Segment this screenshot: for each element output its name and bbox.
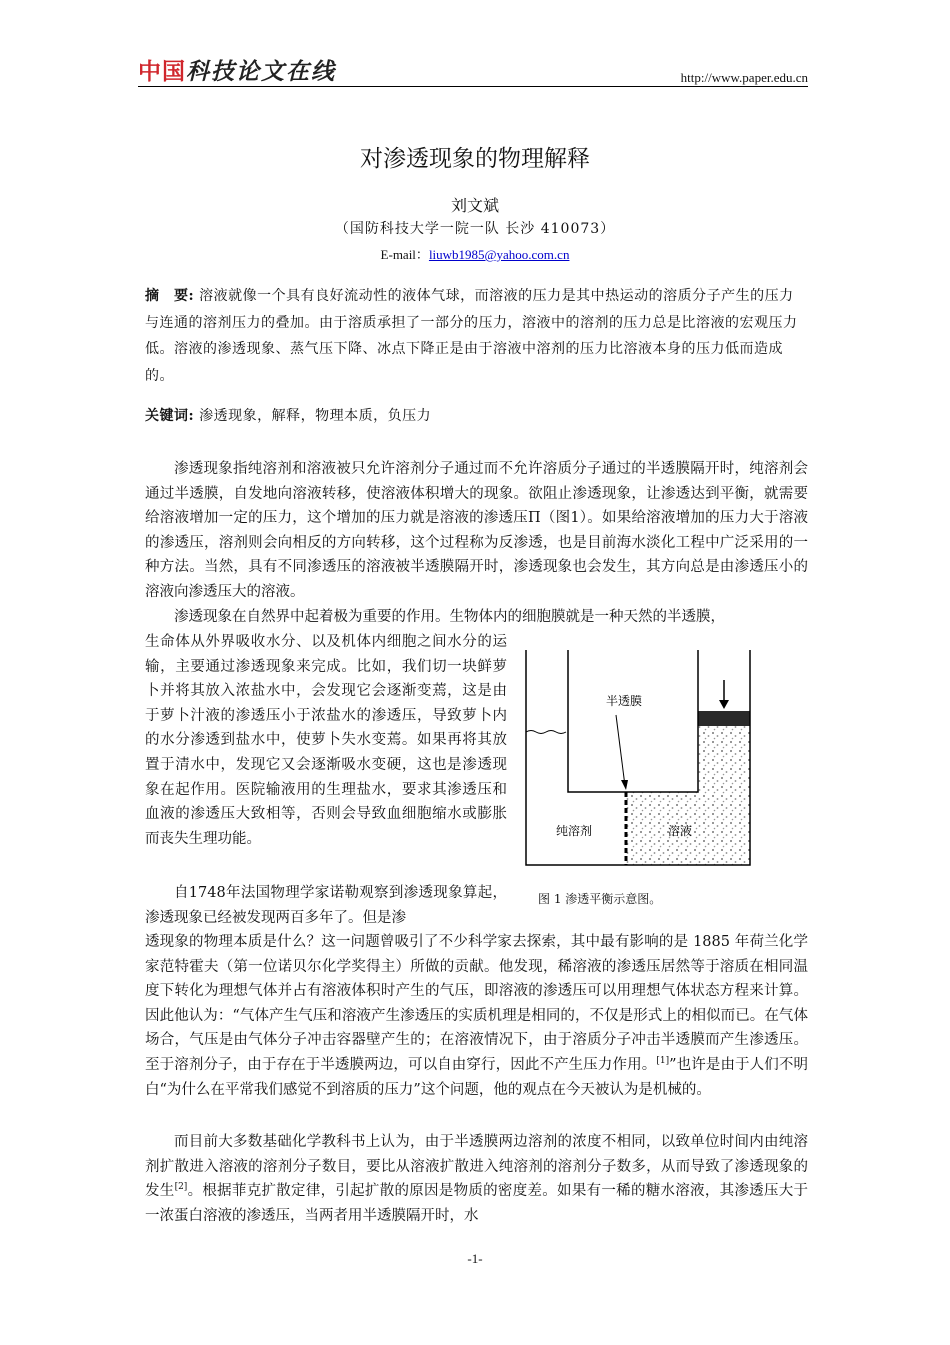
piston — [698, 711, 750, 726]
membrane-pointer-head — [621, 780, 628, 790]
body-paragraph-3-rest — [145, 930, 808, 1102]
keywords — [145, 405, 808, 427]
p3-text-a: 透现象的物理本质是什么？这一问题曾吸引了不少科学家去探索，其中最有影响的是 1885 年荷兰化学家范特霍夫（第一位诺贝尔化学奖得主）所做的贡献。他发现，稀溶液的渗透压居然等于溶质在相同温度下转化为理想气体并占有溶液体积时产生的气压，即溶液的渗透压可以用理想气体状态方程来计算。因此他认为：“气体产生气压和溶液产生渗透压的实质机理是相同的，不仅是形式上的相似而已。在气体场合，气压是由气体分子冲击容器壁产生的；在溶液情况下，由于溶质分子冲击半透膜而产生渗透压。至于溶剂分子，由于存在于半透膜两边，可以自由穿行，因此不产生压力作用。 — [145, 934, 808, 1073]
container-inner-wall — [568, 650, 698, 792]
header-divider — [138, 86, 808, 87]
keywords-label: 关键词: — [145, 408, 195, 424]
body-paragraph-3-wrapped: 自1748年法国物理学家诺勒观察到渗透现象算起，渗透现象已经被发现两百多年了。但是渗 — [145, 885, 507, 926]
author-name: 刘文斌 — [450, 196, 499, 215]
email-line — [0, 244, 950, 263]
p4-text-b: 。根据菲克扩散定律，引起扩散的原因是物质的密度差。如果有一稀的糖水溶液，其渗透压大于一浓蛋白溶液的渗透压，当两者用半透膜隔开时，水 — [145, 1183, 809, 1224]
p3-text-b: ”也许是由于人们不明白“为什么在平常我们感觉不到溶质的压力”这个问题，他的观点在今天被认为是机械的。 — [145, 1056, 808, 1098]
site-logo[interactable] — [138, 54, 336, 84]
membrane-pointer — [616, 715, 625, 786]
citation-2[interactable]: [2] — [174, 1182, 188, 1193]
solution-label: 溶液 — [668, 824, 693, 838]
email-link[interactable]: liuwb1985@yahoo.com.cn — [428, 247, 570, 262]
abstract — [145, 283, 808, 389]
author-affiliation: （国防科技大学一院一队 长沙 410073） — [334, 221, 616, 237]
pressure-arrow-head — [719, 700, 729, 709]
keywords-text: 渗透现象，解释，物理本质，负压力 — [199, 408, 432, 424]
p4-text-a: 而目前大多数基础化学教科书上认为，由于半透膜两边溶剂的浓度不相同，以致单位时间内由纯溶剂扩散进入溶液的溶剂分子数目，要比从溶液扩散进入纯溶剂的溶剂分子数多，从而导致了渗透现象的发生 — [145, 1134, 808, 1200]
site-url[interactable]: http://www.paper.edu.cn — [680, 70, 808, 85]
body-paragraph-2-first-line: 渗透现象在自然界中起着极为重要的作用。生物体内的细胞膜就是一种天然的半透膜， — [174, 609, 725, 625]
logo-text-sci: 科技论文在线 — [186, 58, 336, 85]
page-number: -1- — [467, 1251, 483, 1266]
membrane-label: 半透膜 — [606, 694, 643, 708]
body-paragraph-1: 渗透现象指纯溶剂和溶液被只允许溶剂分子通过而不允许溶质分子通过的半透膜隔开时，纯溶剂会通过半透膜，自发地向溶液转移，使溶液体积增大的现象。欲阻止渗透现象，让渗透达到平衡，就需要给溶液增加一定的压力，这个增加的压力就是溶液的渗透压Π（图1）。如果给溶液增加的压力大于溶液的渗透压，溶剂则会向相反的方向转移，这个过程称为反渗透，也是目前海水淡化工程中广泛采用的一种方法。当然，具有不同渗透压的溶液被半透膜隔开时，渗透现象也会发生，其方向总是由渗透压小的溶液向渗透压大的溶液。 — [145, 461, 808, 600]
paper-title: 对渗透现象的物理解释 — [360, 146, 590, 172]
figure-caption: 图 1 渗透平衡示意图。 — [538, 892, 662, 906]
solution-column — [698, 725, 750, 792]
citation-1[interactable]: [1] — [656, 1056, 670, 1067]
abstract-label: 摘 要: — [145, 288, 195, 304]
logo-text-china: 中国 — [138, 58, 186, 85]
body-paragraph-4 — [145, 1130, 808, 1228]
osmosis-figure — [522, 650, 762, 875]
body-paragraph-2-wrapped: 生命体从外界吸收水分、以及机体内细胞之间水分的运输，主要通过渗透现象来完成。比如，我们切一块鲜萝卜并将其放入浓盐水中，会发现它会逐渐变蔫，这是由于萝卜汁液的渗透压小于浓盐水的渗透压，导致萝卜内的水分渗透到盐水中，使萝卜失水变蔫。如果再将其放置于清水中，发现它又会逐渐吸水变硬，这也是渗透现象在起作用。医院输液用的生理盐水，要求其渗透压和血液的渗透压大致相等，否则会导致血细胞缩水或膨胀而丧失生理功能。 — [145, 634, 507, 847]
solvent-label: 纯溶剂 — [556, 824, 593, 838]
email-label: E-mail： — [380, 247, 429, 262]
abstract-text: 溶液就像一个具有良好流动性的液体气球，而溶液的压力是其中热运动的溶质分子产生的压力与连通的溶剂压力的叠加。由于溶质承担了一部分的压力，溶液中的溶剂的压力总是比溶液的宏观压力低。溶液的渗透现象、蒸气压下降、冰点下降正是由于溶液中溶剂的压力比溶液本身的压力低而造成的。 — [145, 288, 798, 384]
water-level — [526, 731, 566, 734]
